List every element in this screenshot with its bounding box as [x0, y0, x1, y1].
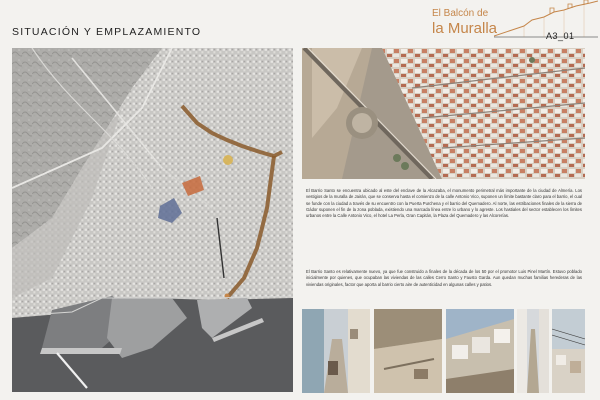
description-paragraph-1: El Barrio Santo se encuentra ubicado al este del enclave de la Alcazaba, el monumento perimetral más importante de la ciudad de Almería. Los vestigios de la muralla de Jairán, que se conserva hasta el comienzo de la calle Antonio Vico, suponen un límite bastante claro para el barrio, el cual se funde con la ciudad a través de su encuentro con la Puerta Purchena y el barrio del Quemadero. Al norte, las estribaciones finales de la sierra de Gádor suponen el fin de la zona poblada, existiendo una marcada línea entre lo urbano y lo agreste. Los hastiales del sector establecen los límites urbanos entre la Calle Antonio Vico, el hotel La Perla, Gran Capitán, la Plaza del Quemadero y las Alcorerías.: [306, 188, 582, 219]
hillside-houses-photo: [446, 309, 514, 393]
map-illustration: [12, 48, 293, 392]
alley-photo: [517, 309, 549, 393]
brand-subtitle: El Balcón de: [432, 8, 489, 19]
photo-strip: [302, 309, 585, 393]
street-stairs-photo: [302, 309, 370, 393]
terrace-photo: [374, 309, 442, 393]
aerial-photo: [302, 48, 585, 179]
aerial-photo-illustration: [302, 48, 585, 179]
page-title: SITUACIÓN Y EMPLAZAMIENTO: [12, 26, 202, 38]
sheet-code: A3_01: [546, 31, 575, 41]
rooftops-photo: [552, 309, 585, 393]
brand-title: la Muralla: [432, 20, 498, 37]
description-paragraph-2: El Barrio Santo es relativamente nuevo, ya que fue construido a finales de la década de los 50 por el promotor Luis Pinel Martín. Estuvo poblado inicialmente por quienes, que ocupaban las viviendas de las calles Cerro Santo y Fausto Garda. Aun quedan muchas familias herederas de las viviendas originales, factor que aporta al barrio cierto aire de autenticidad en algunas calles y patios.: [306, 269, 582, 287]
location-map: [12, 48, 293, 392]
brand-logo: [432, 8, 502, 40]
